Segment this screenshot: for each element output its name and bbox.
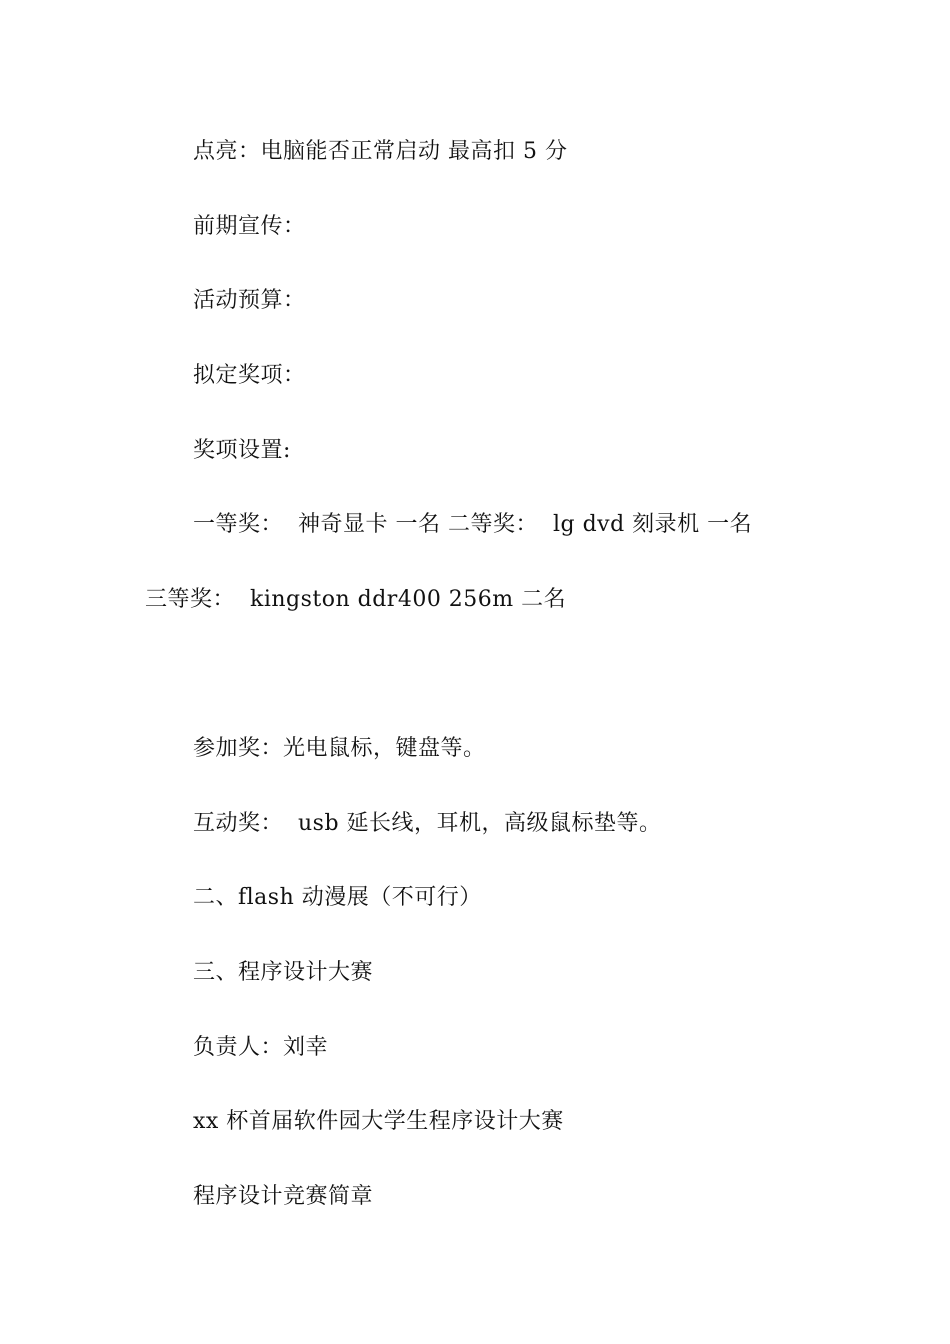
section-heading-flash: 二、flash 动漫展（不可行） — [193, 885, 482, 910]
paragraph-participation-prize: 参加奖：光电鼠标，键盘等。 — [193, 736, 486, 761]
paragraph-promotion: 前期宣传： — [193, 214, 306, 239]
paragraph-contest-brochure: 程序设计竞赛简章 — [193, 1184, 374, 1209]
paragraph-third-prize: 三等奖： kingston ddr400 256m 二名 — [145, 587, 567, 612]
paragraph-awards-draft: 拟定奖项： — [193, 363, 306, 388]
paragraph-contest-title: xx 杯首届软件园大学生程序设计大赛 — [193, 1109, 564, 1134]
paragraph-first-second-prize: 一等奖： 神奇显卡 一名 二等奖： lg dvd 刻录机 一名 — [193, 512, 753, 537]
section-heading-programming: 三、程序设计大赛 — [193, 960, 374, 985]
paragraph-person-in-charge: 负责人：刘幸 — [193, 1035, 329, 1060]
paragraph-budget: 活动预算： — [193, 288, 306, 313]
paragraph-awards-setup: 奖项设置: — [193, 438, 291, 463]
paragraph-interactive-prize: 互动奖： usb 延长线，耳机，高级鼠标垫等。 — [193, 811, 662, 836]
paragraph-lighting-score: 点亮：电脑能否正常启动 最高扣 5 分 — [193, 139, 568, 164]
